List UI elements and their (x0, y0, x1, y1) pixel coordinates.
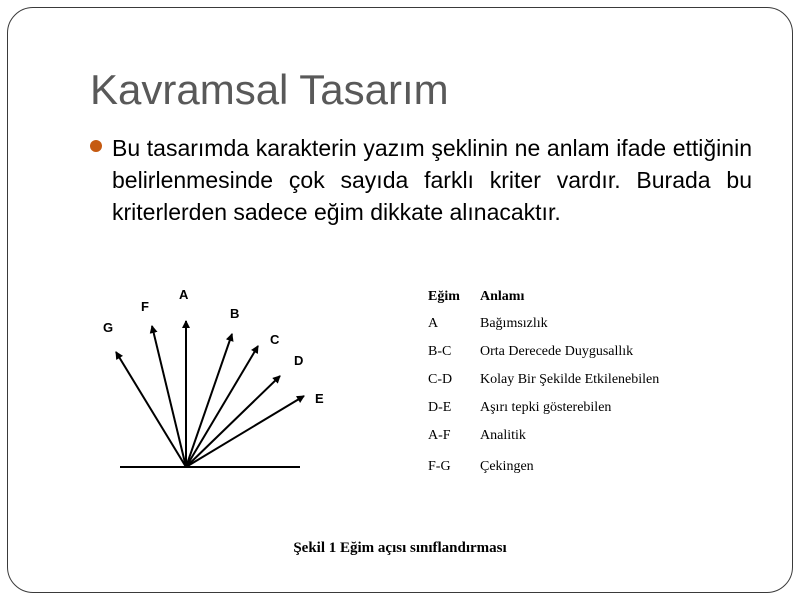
table-cell-slant: B-C (428, 344, 452, 359)
table-row (422, 366, 665, 394)
bullet-dot-icon (90, 140, 102, 152)
label-d: D (294, 353, 304, 368)
figure-caption: Şekil 1 Eğim açısı sınıflandırması (293, 540, 507, 556)
table-row (422, 310, 665, 338)
bullet-point (90, 132, 752, 228)
table-row (422, 450, 665, 484)
label-e: E (315, 391, 324, 406)
table-row (422, 394, 665, 422)
slant-arrows-svg (90, 280, 330, 480)
table-cell-slant: A (428, 316, 439, 331)
table-cell-meaning: Orta Derecede Duygusallık (480, 344, 634, 359)
table-cell-meaning: Kolay Bir Şekilde Etkilenebilen (480, 372, 660, 387)
table-row (422, 338, 665, 366)
label-f: F (141, 299, 149, 314)
table-cell-slant: A-F (428, 428, 451, 443)
label-c: C (270, 332, 280, 347)
table-cell-slant: F-G (428, 459, 451, 474)
table-row (422, 422, 665, 450)
arrow-f (152, 326, 186, 467)
table-header-row (422, 284, 665, 310)
arrow-g (116, 352, 186, 467)
table-cell-meaning: Analitik (480, 428, 526, 443)
table-header-slant: Eğim (428, 289, 460, 304)
table-cell-slant: D-E (428, 400, 452, 415)
slant-diagram (90, 280, 330, 480)
slide-title: Kavramsal Tasarım (90, 66, 449, 113)
table-cell-meaning: Bağımsızlık (480, 316, 548, 331)
table-header-meaning: Anlamı (480, 289, 525, 304)
arrow-e (186, 396, 304, 467)
slant-meaning-table (422, 284, 665, 484)
table-cell-meaning: Çekingen (480, 459, 534, 474)
label-a: A (179, 287, 189, 302)
label-b: B (230, 306, 240, 321)
bullet-text: Bu tasarımda karakterin yazım şeklinin ne anlam ifade ettiğinin belirlenmesinde çok sayıda farklı kriter vardır. Burada bu kriterlerden sadece eğim dikkate alınacaktır. (112, 135, 752, 225)
label-g: G (103, 320, 114, 335)
table-cell-slant: C-D (428, 372, 453, 387)
table-cell-meaning: Aşırı tepki gösterebilen (480, 400, 612, 415)
